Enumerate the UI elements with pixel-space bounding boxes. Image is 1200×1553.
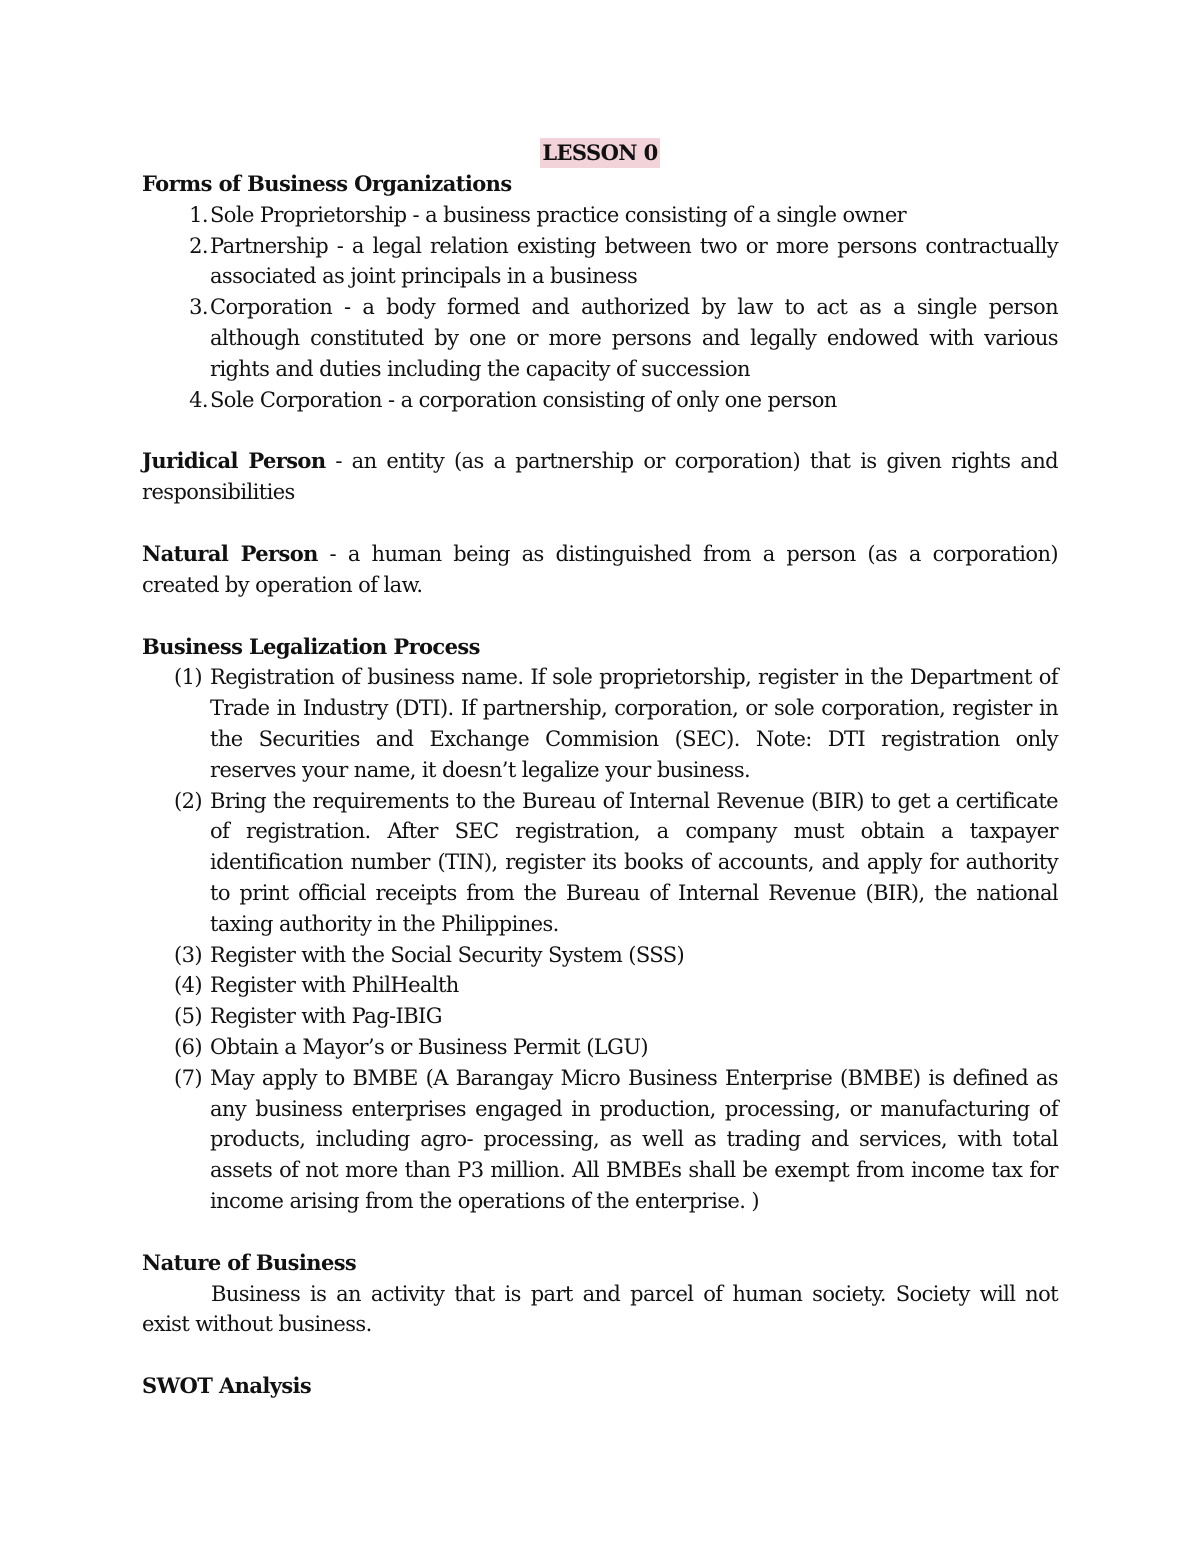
list-item (142, 231, 1058, 293)
list-item-number: (3) (174, 942, 202, 967)
list-item-number: 4. (189, 387, 208, 412)
list-item-text: Sole Proprietorship - a business practice consisting of a single owner (210, 202, 907, 227)
list-item (142, 970, 1058, 1001)
spacer (142, 1217, 1058, 1248)
list-item (142, 1001, 1058, 1032)
list-item (142, 940, 1058, 971)
list-item (142, 1032, 1058, 1063)
list-item-text: Register with PhilHealth (210, 973, 459, 998)
list-item-number: (7) (174, 1065, 202, 1090)
legalization-heading: Business Legalization Process (142, 633, 480, 659)
list-item (142, 662, 1058, 785)
natural-person-text: - a human being as distinguished from a person (as a corporation) created by operation of law. (142, 541, 1058, 597)
list-item-number: 2. (189, 233, 208, 258)
list-item-text: Obtain a Mayor’s or Business Permit (LGU) (210, 1034, 649, 1059)
document-page (142, 138, 1058, 1402)
list-item-number: (1) (174, 665, 202, 690)
lesson-title-row (142, 138, 1058, 169)
list-item-number: (2) (174, 788, 202, 813)
forms-list (142, 200, 1058, 416)
juridical-person-definition (142, 446, 1058, 508)
spacer (142, 508, 1058, 539)
juridical-person-text: - an entity (as a partnership or corporation) that is given rights and responsibilities (142, 449, 1058, 505)
legalization-list (142, 662, 1058, 1216)
lesson-title: LESSON 0 (540, 138, 659, 168)
list-item-text: Bring the requirements to the Bureau of Internal Revenue (BIR) to get a certificate of registration. After SEC registration, a company must obtain a taxpayer identification number (TIN), register its books of accounts, and apply for authority to print official receipts from the Bureau of Internal Revenue (BIR), the national taxing authority in the Philippines. (210, 788, 1058, 936)
list-item (142, 385, 1058, 416)
spacer (142, 601, 1058, 632)
swot-heading: SWOT Analysis (142, 1373, 312, 1399)
list-item-number: (6) (174, 1034, 202, 1059)
list-item-number: 3. (189, 295, 208, 320)
list-item-text: Register with the Social Security System (SSS) (210, 942, 685, 967)
spacer (142, 415, 1058, 446)
list-item-number: (5) (174, 1004, 202, 1029)
list-item-text: Corporation - a body formed and authorized by law to act as a single person although constituted by one or more persons and legally endowed with various rights and duties including the capacity of succession (210, 295, 1058, 381)
list-item (142, 292, 1058, 384)
forms-heading: Forms of Business Organizations (142, 171, 512, 196)
list-item-text: May apply to BMBE (A Barangay Micro Business Enterprise (BMBE) is defined as any business enterprises engaged in production, processing, or manufacturing of products, including agro- processing, as well as trading and services, with total assets of not more than P3 million. All BMBEs shall be exempt from income tax for income arising from the operations of the enterprise. ) (210, 1065, 1058, 1213)
natural-person-definition (142, 539, 1058, 601)
list-item (142, 1063, 1058, 1217)
spacer (142, 1340, 1058, 1371)
juridical-person-term: Juridical Person (142, 448, 326, 474)
natural-person-term: Natural Person (142, 540, 318, 566)
list-item (142, 200, 1058, 231)
list-item-text: Register with Pag-IBIG (210, 1004, 442, 1029)
nature-heading: Nature of Business (142, 1249, 357, 1275)
list-item-number: 1. (189, 202, 208, 227)
list-item-text: Partnership - a legal relation existing between two or more persons contractually associated as joint principals in a business (210, 233, 1058, 289)
list-item-number: (4) (174, 973, 202, 998)
list-item (142, 786, 1058, 940)
nature-paragraph: Business is an activity that is part and parcel of human society. Society will not exist without business. (142, 1281, 1058, 1337)
list-item-text: Sole Corporation - a corporation consisting of only one person (210, 387, 837, 412)
list-item-text: Registration of business name. If sole proprietorship, register in the Department of Trade in Industry (DTI). If partnership, corporation, or sole corporation, register in the Securities and Exchange Commision (SEC). Note: DTI registration only reserves your name, it doesn’t legalize your business. (210, 665, 1058, 782)
